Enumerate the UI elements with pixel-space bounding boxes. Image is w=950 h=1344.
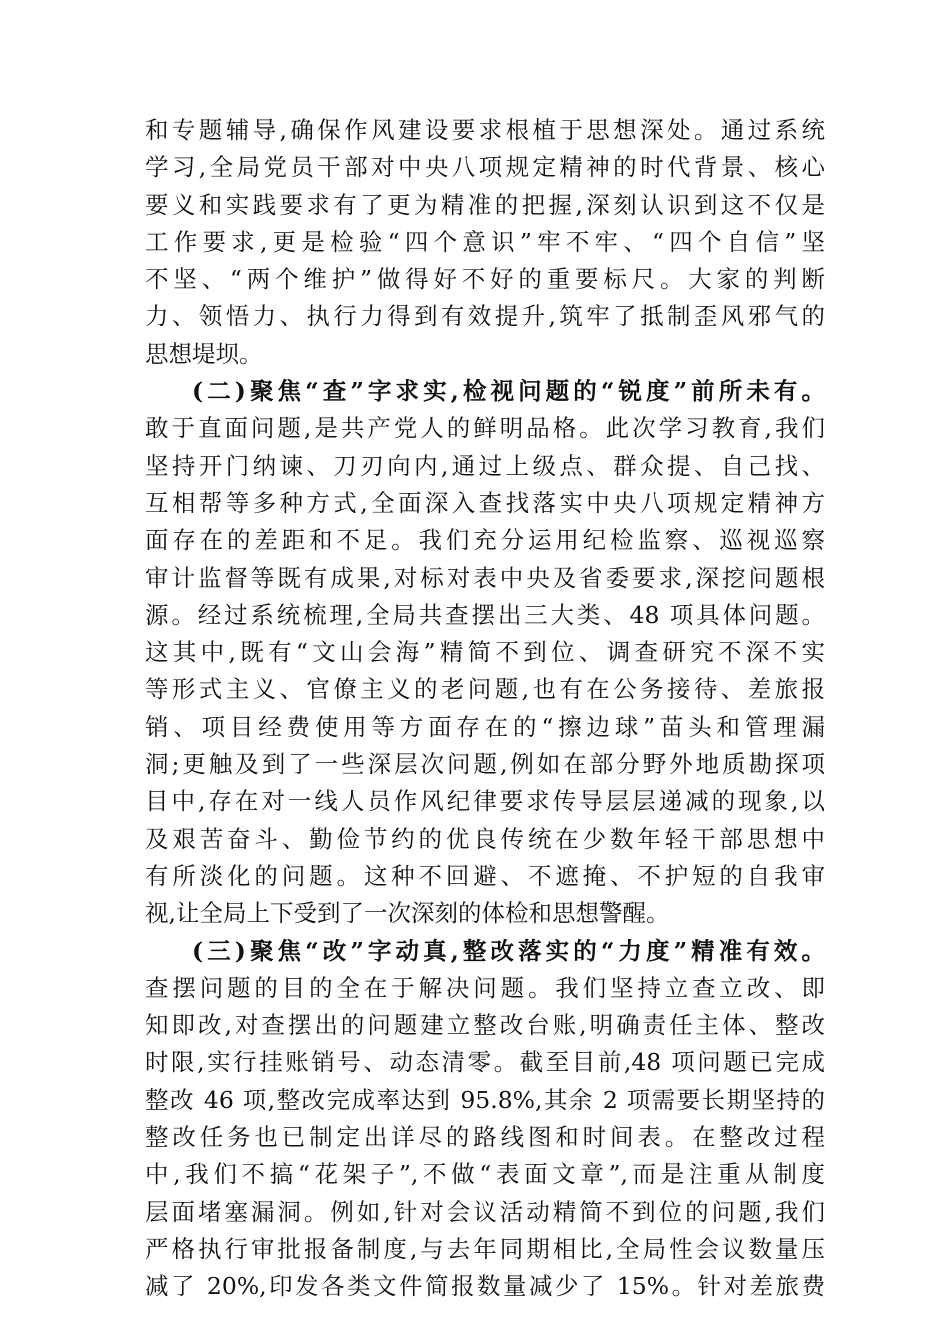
text-line: 力、领悟力、执行力得到有效提升,筑牢了抵制歪风邪气的 (145, 302, 825, 331)
text-line: 视,让全局上下受到了一次深刻的体检和思想警醒。 (145, 899, 670, 928)
text-line: 要义和实践要求有了更为精准的把握,深刻认识到这不仅是 (145, 190, 825, 219)
section-heading: (三)聚焦“改”字动真,整改落实的“力度”精准有效。 (192, 936, 825, 965)
text-line: 销、项目经费使用等方面存在的“擦边球”苗头和管理漏 (145, 712, 825, 741)
text-line: 洞;更触及到了一些深层次问题,例如在部分野外地质勘探项 (145, 750, 825, 779)
section-heading: (二)聚焦“查”字求实,检视问题的“锐度”前所未有。 (192, 377, 825, 406)
paragraph-1 (145, 112, 825, 373)
text-line: 及艰苦奋斗、勤俭节约的优良传统在少数年轻干部思想中 (145, 824, 825, 853)
text-line: 思想堤坝。 (145, 339, 263, 368)
text-line: 中,我们不搞“花架子”,不做“表面文章”,而是注重从制度 (145, 1160, 825, 1189)
document-body (145, 112, 825, 1306)
text-line: 时限,实行挂账销号、动态清零。截至目前,48 项问题已完成 (145, 1048, 825, 1077)
text-line: 不坚、“两个维护”做得好不好的重要标尺。大家的判断 (145, 265, 825, 294)
text-line: 面存在的差距和不足。我们充分运用纪检监察、巡视巡察 (145, 526, 825, 555)
text-line: 有所淡化的问题。这种不回避、不遮掩、不护短的自我审 (145, 861, 825, 890)
text-line: 源。经过系统梳理,全局共查摆出三大类、48 项具体问题。 (145, 600, 825, 629)
text-line: 和专题辅导,确保作风建设要求根植于思想深处。通过系统 (145, 116, 825, 144)
text-line: 严格执行审批报备制度,与去年同期相比,全局性会议数量压 (145, 1234, 825, 1263)
text-line: 等形式主义、官僚主义的老问题,也有在公务接待、差旅报 (145, 675, 825, 704)
text-line: 减了 20%,印发各类文件简报数量减少了 15%。针对差旅费 (145, 1272, 825, 1301)
text-line: 查摆问题的目的全在于解决问题。我们坚持立查立改、即 (145, 973, 825, 1002)
text-line: 互相帮等多种方式,全面深入查找落实中央八项规定精神方 (145, 488, 825, 517)
text-line: 整改任务也已制定出详尽的路线图和时间表。在整改过程 (145, 1123, 825, 1152)
text-line: 这其中,既有“文山会海”精简不到位、调查研究不深不实 (145, 638, 825, 667)
text-line: 工作要求,更是检验“四个意识”牢不牢、“四个自信”坚 (145, 227, 825, 256)
text-line: 层面堵塞漏洞。例如,针对会议活动精简不到位的问题,我们 (145, 1197, 825, 1226)
text-line: 敢于直面问题,是共产党人的鲜明品格。此次学习教育,我们 (145, 414, 825, 443)
text-line: 坚持开门纳谏、刀刃向内,通过上级点、群众提、自己找、 (145, 451, 825, 480)
text-line: 审计监督等既有成果,对标对表中央及省委要求,深挖问题根 (145, 563, 825, 592)
text-line: 目中,存在对一线人员作风纪律要求传导层层递减的现象,以 (145, 787, 825, 816)
text-line: 知即改,对查摆出的问题建立整改台账,明确责任主体、整改 (145, 1011, 825, 1040)
section-2 (145, 373, 825, 932)
text-line: 整改 46 项,整改完成率达到 95.8%,其余 2 项需要长期坚持的 (145, 1085, 825, 1114)
section-3 (145, 933, 825, 1306)
text-line: 学习,全局党员干部对中央八项规定精神的时代背景、核心 (145, 153, 825, 182)
